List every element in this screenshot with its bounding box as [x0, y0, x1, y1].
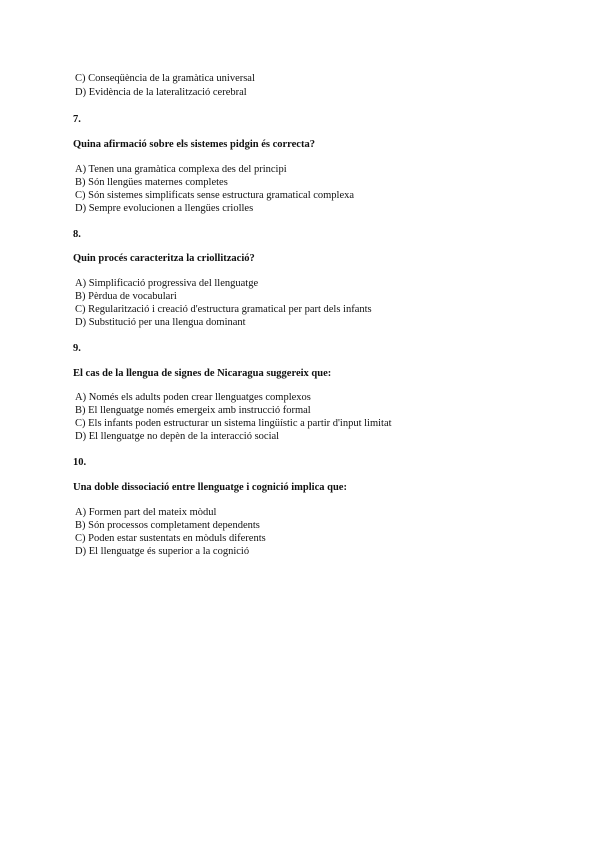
- question-number: 10.: [73, 457, 87, 468]
- option-text: D) El llenguatge no depèn de la interacció social: [75, 431, 280, 442]
- option-text: B) Són processos completament dependents: [75, 520, 260, 531]
- option-text: D) Sempre evolucionen a llengües criolles: [75, 203, 254, 214]
- option-text: D) Substitució per una llengua dominant: [75, 317, 246, 328]
- question-number: 7.: [73, 114, 81, 125]
- option-text: B) El llenguatge només emergeix amb instrucció formal: [75, 405, 311, 416]
- option-text: D) El llenguatge és superior a la cognició: [75, 546, 250, 557]
- option-text: C) Conseqüència de la gramàtica universal: [75, 73, 255, 84]
- option-text: A) Formen part del mateix mòdul: [75, 507, 217, 518]
- option-text: B) Pèrdua de vocabulari: [75, 291, 177, 302]
- option-text: B) Són llengües maternes completes: [75, 177, 228, 188]
- option-text: A) Només els adults poden crear llenguatges complexos: [75, 392, 311, 403]
- option-text: A) Simplificació progressiva del llenguatge: [75, 278, 259, 289]
- question-number: 9.: [73, 343, 81, 354]
- question-text: Quin procés caracteritza la criollització?: [73, 253, 255, 264]
- option-text: D) Evidència de la lateralització cerebral: [75, 87, 247, 98]
- option-text: C) Regularització i creació d'estructura gramatical per part dels infants: [75, 304, 372, 315]
- question-text: El cas de la llengua de signes de Nicaragua suggereix que:: [73, 368, 332, 379]
- question-text: Quina afirmació sobre els sistemes pidgin és correcta?: [73, 139, 315, 150]
- option-text: A) Tenen una gramàtica complexa des del principi: [75, 164, 287, 175]
- question-number: 8.: [73, 229, 81, 240]
- option-text: C) Poden estar sustentats en mòduls diferents: [75, 533, 266, 544]
- option-text: C) Són sistemes simplificats sense estructura gramatical complexa: [75, 190, 355, 201]
- question-text: Una doble dissociació entre llenguatge i cognició implica que:: [73, 482, 347, 493]
- option-text: C) Els infants poden estructurar un sistema lingüístic a partir d'input limitat: [75, 418, 392, 429]
